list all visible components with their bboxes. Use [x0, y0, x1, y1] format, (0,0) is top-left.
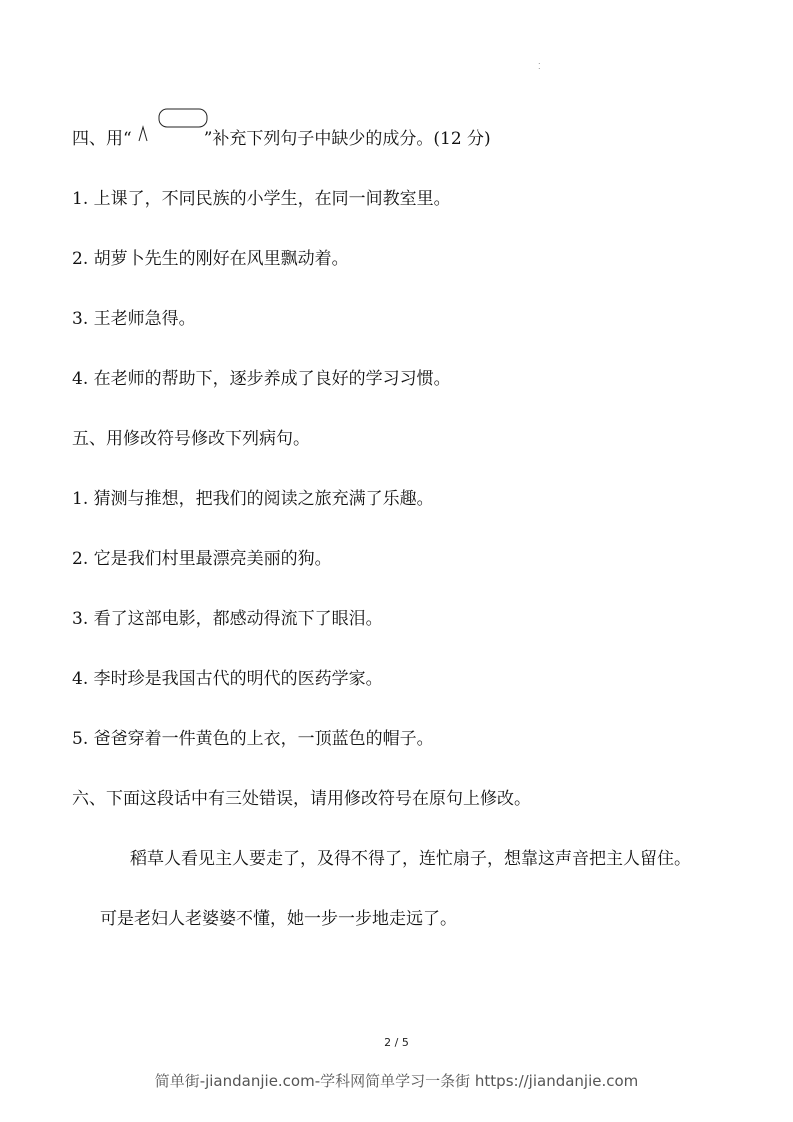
- section5-item-2: 2. 它是我们村里最漂亮美丽的狗。: [72, 549, 332, 569]
- section4-item-1: 1. 上课了，不同民族的小学生，在同一间教室里。: [72, 189, 451, 209]
- section4-item-4: 4. 在老师的帮助下，逐步养成了良好的学习习惯。: [72, 369, 451, 389]
- page-number: 2 / 5: [384, 1036, 409, 1049]
- section5-item-1: 1. 猜测与推想，把我们的阅读之旅充满了乐趣。: [72, 489, 434, 509]
- section4-title-suffix: ”补充下列句子中缺少的成分。(12 分): [203, 129, 491, 149]
- section4-item-2: 2. 胡萝卜先生的刚好在风里飘动着。: [72, 249, 349, 269]
- section4-title-prefix: 四、用“: [72, 129, 132, 149]
- section5-title: 五、用修改符号修改下列病句。: [72, 429, 310, 449]
- section6-paragraph-line-1: 稻草人看见主人要走了，及得不得了，连忙扇子，想靠这声音把主人留住。: [130, 849, 691, 869]
- insertion-mark-icon: [132, 127, 204, 151]
- section6-paragraph-line-2: 可是老妇人老婆婆不懂，她一步一步地走远了。: [100, 909, 457, 929]
- section4-item-3: 3. 王老师急得。: [72, 309, 196, 329]
- corner-mark: ⁚: [538, 62, 541, 71]
- source-footer: 简单街-jiandanjie.com-学科网简单学习一条街 https://jiandanjie.com: [154, 1072, 639, 1090]
- section5-item-5: 5. 爸爸穿着一件黄色的上衣，一顶蓝色的帽子。: [72, 729, 434, 749]
- section5-item-3: 3. 看了这部电影，都感动得流下了眼泪。: [72, 609, 383, 629]
- section4-title: [72, 127, 491, 151]
- section6-title: 六、下面这段话中有三处错误，请用修改符号在原句上修改。: [72, 789, 531, 809]
- section5-item-4: 4. 李时珍是我国古代的明代的医药学家。: [72, 669, 383, 689]
